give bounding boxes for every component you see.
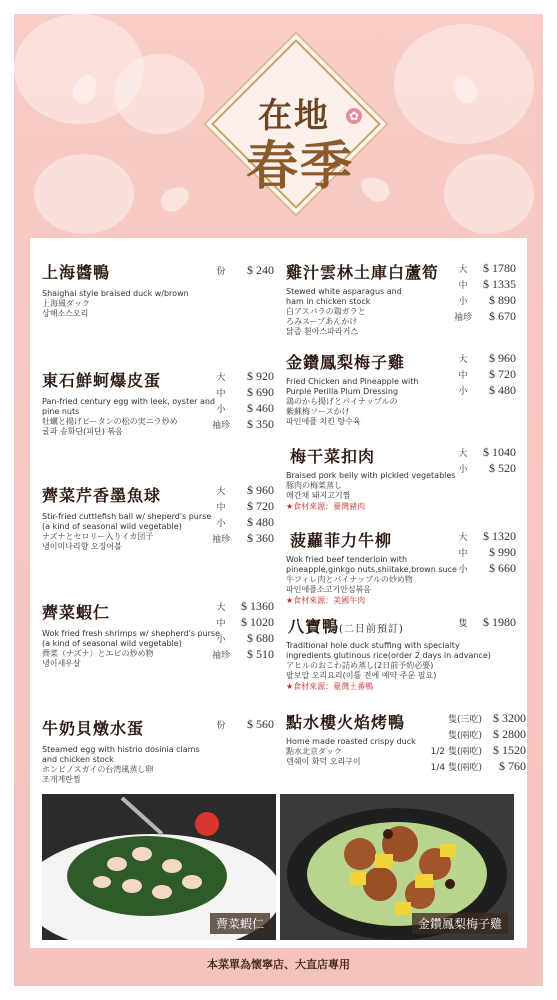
price-row [208, 598, 274, 614]
price-value: $ 480 [247, 514, 274, 529]
title-line2: 春季 [245, 136, 354, 197]
dish-desc-en: Stewed white asparagus and [286, 287, 402, 296]
dish-desc-en: Braised pork belly with pickled vegetables [286, 471, 456, 480]
price-size: 中 [216, 502, 226, 513]
price-row [408, 710, 526, 726]
dish-desc-jp: 薺菜（ナズナ）とエビの炒め物 [42, 649, 154, 658]
price-size: 大 [458, 264, 468, 275]
price-size: 小 [458, 564, 468, 575]
price-size: 1/2 隻(兩吃) [430, 746, 482, 757]
photo-caption: 金鑽鳳梨梅子雞 [412, 913, 508, 934]
dish-desc-kr: 파인애플 치킨 탕수육 [286, 417, 361, 426]
dish-name: 牛奶貝燉水蛋 [42, 719, 145, 738]
price-row [208, 716, 274, 732]
price-value: $ 1335 [483, 276, 516, 291]
dish-desc-jp: ナズナとセロリー入りイカ団子 [42, 532, 154, 541]
price-value: $ 960 [489, 350, 516, 365]
price-row [208, 646, 274, 662]
price-size: 小 [216, 404, 226, 415]
dish-name: 薺菜芹香墨魚球 [42, 486, 162, 505]
price-value: $ 960 [247, 482, 274, 497]
dish-photo-chicken [280, 794, 514, 940]
price-value: $ 920 [247, 368, 274, 383]
price-list [208, 716, 274, 732]
price-size: 大 [216, 372, 226, 383]
price-size: 小 [216, 518, 226, 529]
dish-name: 梅干菜扣肉 [290, 447, 376, 466]
price-row [450, 308, 516, 324]
dish-desc-jp: ろみスープあんかけ [286, 317, 358, 326]
dish-name: 薺菜蝦仁 [42, 603, 111, 622]
price-row [408, 726, 526, 742]
price-size: 份 [216, 266, 226, 277]
price-list [450, 350, 516, 398]
price-row [208, 384, 274, 400]
dish-desc-jp: アヒルのおこわ詰め蒸し(2日前予約必要) [286, 661, 434, 670]
menu-item [42, 716, 200, 785]
ingredient-source: ★食材來源：美國牛肉 [286, 596, 366, 605]
price-row [450, 614, 516, 630]
price-list [450, 444, 516, 476]
price-value: $ 690 [247, 384, 274, 399]
menu-panel [30, 238, 527, 948]
dish-desc-kr: 조개계란찜 [42, 775, 81, 784]
price-list [408, 710, 526, 774]
dish-desc-en: (a kind of seasonal wild vegetable) [42, 639, 182, 648]
price-value: $ 480 [489, 382, 516, 397]
price-value: $ 1980 [483, 614, 516, 629]
price-row [450, 444, 516, 460]
price-row [408, 758, 526, 774]
dish-desc-kr: 상해소스오리 [42, 309, 89, 318]
price-size: 隻 [458, 618, 468, 629]
dish-name: 點水樓火焰烤鴨 [286, 713, 406, 732]
dish-desc-en: Pan-fried century egg with leek, oyster and [42, 397, 216, 406]
price-value: $ 2800 [493, 726, 526, 741]
petal-decoration [157, 182, 194, 216]
price-row [208, 416, 274, 432]
dish-desc-en: pineapple,ginkgo nuts,shiitake,brown suce [286, 565, 457, 574]
dish-name: 雞汁雲林土庫白蘆筍 [286, 263, 440, 282]
dish-desc-en: (a kind of seasonal wild vegetable) [42, 522, 182, 531]
ingredient-source: ★食材來源：臺灣土番鴨 [286, 682, 374, 691]
price-value: $ 990 [489, 544, 516, 559]
dish-desc-en: pine nuts [42, 407, 80, 416]
menu-item [42, 483, 211, 552]
dish-name: 菠蘿菲力牛柳 [290, 531, 393, 550]
price-size: 小 [458, 464, 468, 475]
price-size: 大 [216, 602, 226, 613]
price-value: $ 1520 [493, 742, 526, 757]
price-row [208, 514, 274, 530]
dish-name-text: 八寶鴨 [288, 617, 340, 636]
dish-desc-kr: 냉이미나리향 오징어볼 [42, 542, 122, 551]
price-size: 袖珍 [211, 650, 230, 661]
price-value: $ 560 [247, 716, 274, 731]
dish-desc-jp: 牡蠣と揚げピータンの松の実ニラ炒め [42, 417, 178, 426]
blossom-decoration [444, 154, 534, 234]
price-value: $ 240 [247, 262, 274, 277]
price-value: $ 660 [489, 560, 516, 575]
price-row [450, 276, 516, 292]
price-row [450, 350, 516, 366]
price-row [450, 366, 516, 382]
price-row [450, 560, 516, 576]
price-size: 大 [458, 354, 468, 365]
dish-desc-en: Fried Chicken and Pineapple with [286, 377, 419, 386]
price-value: $ 460 [247, 400, 274, 415]
dish-desc-jp: 上海風ダック [42, 299, 90, 308]
dish-desc-kr: 굴과 송화단(피단) 볶음 [42, 427, 123, 436]
flower-icon: ✿ [346, 108, 362, 124]
price-value: $ 1780 [483, 260, 516, 275]
menu-item [286, 528, 457, 607]
price-row [450, 460, 516, 476]
price-size: 中 [216, 388, 226, 399]
blossom-decoration [34, 154, 134, 234]
price-row [208, 614, 274, 630]
header-emblem [214, 42, 374, 202]
price-row [208, 262, 274, 278]
price-row [208, 400, 274, 416]
footer-note: 本菜單為懷寧店、大直店專用 [207, 958, 350, 971]
price-row [208, 368, 274, 384]
price-size: 份 [216, 720, 226, 731]
price-value: $ 520 [489, 460, 516, 475]
dish-photo-shrimp [42, 794, 276, 940]
dish-desc-en: Wok fried beef tenderloin with [286, 555, 408, 564]
price-list [450, 260, 516, 324]
price-value: $ 1360 [241, 598, 274, 613]
dish-desc-en: Steamed egg with histrio dosinia clams [42, 745, 200, 754]
menu-item [42, 600, 220, 669]
menu-item [42, 368, 215, 437]
price-row [450, 382, 516, 398]
dish-desc-en: Purple Perilla Plum Dressing [286, 387, 399, 396]
price-size: 隻(三吃) [447, 714, 482, 725]
price-size: 袖珍 [453, 312, 472, 323]
price-size: 中 [216, 618, 226, 629]
price-value: $ 890 [489, 292, 516, 307]
price-row [450, 292, 516, 308]
price-list [208, 368, 274, 432]
dish-desc-en: Stir-fried cuttlefish ball w/ sheperd's purse [42, 512, 212, 521]
price-size: 袖珍 [211, 420, 230, 431]
price-list [450, 614, 516, 630]
dish-note: (二日前預訂) [339, 624, 404, 635]
price-size: 中 [458, 370, 468, 381]
dish-name: 上海醬鴨 [42, 263, 111, 282]
menu-item [42, 260, 189, 319]
price-size: 小 [216, 634, 226, 645]
price-value: $ 1020 [241, 614, 274, 629]
dish-desc-kr: 냉이새우살 [42, 659, 81, 668]
dish-desc-jp: 點水北京ダック [286, 747, 342, 756]
dish-desc-jp: 鶏のから揚げとパイナップルの [286, 397, 398, 406]
price-size: 隻(兩吃) [447, 730, 482, 741]
dish-desc-en: ingredients glutinous rice(order 2 days in advance) [286, 651, 491, 660]
blossom-decoration [114, 54, 204, 134]
price-size: 小 [458, 386, 468, 397]
price-row [208, 530, 274, 546]
dish-desc-kr: 매간채 돼지고기찜 [286, 491, 351, 500]
price-size: 袖珍 [211, 534, 230, 545]
dish-desc-jp: 紫蘇梅ソースかけ [286, 407, 350, 416]
price-list [208, 482, 274, 546]
dish-desc-en: and chicken stock [42, 755, 114, 764]
dish-desc-en: Home made roasted crispy duck [286, 737, 416, 746]
price-value: $ 350 [247, 416, 274, 431]
menu-item [286, 444, 455, 513]
dish-desc-en: Shaighai style braised duck w/brown [42, 289, 189, 298]
price-list [208, 598, 274, 662]
price-row [208, 482, 274, 498]
price-size: 中 [458, 280, 468, 291]
price-size: 大 [458, 532, 468, 543]
price-value: $ 760 [499, 758, 526, 773]
price-value: $ 1320 [483, 528, 516, 543]
dish-desc-jp: 牛フィレ肉とパイナップルの炒め物 [286, 575, 413, 584]
dish-desc-jp: ホンビノスガイの台湾風蒸し卵 [42, 765, 154, 774]
dish-desc-kr: 팔보압 오리요리(이틀 전에 예약 주문 필요) [286, 671, 437, 680]
price-value: $ 680 [247, 630, 274, 645]
dish-desc-kr: 닭즙 흰아스파라거스 [286, 327, 359, 336]
dish-name: 金鑽鳳梨梅子雞 [286, 353, 406, 372]
price-size: 小 [458, 296, 468, 307]
dish-desc-kr: 파인애플소고기안심볶음 [286, 585, 372, 594]
price-value: $ 3200 [493, 710, 526, 725]
price-size: 大 [458, 448, 468, 459]
menu-item [286, 710, 416, 767]
price-value: $ 720 [247, 498, 274, 513]
price-size: 大 [216, 486, 226, 497]
price-value: $ 1040 [483, 444, 516, 459]
ingredient-source: ★食材來源：臺灣豬肉 [286, 502, 366, 511]
price-value: $ 720 [489, 366, 516, 381]
price-row [208, 498, 274, 514]
price-row [450, 260, 516, 276]
price-value: $ 670 [489, 308, 516, 323]
dish-desc-kr: 덴쉐이 화덕 오리구이 [286, 757, 361, 766]
menu-item [286, 350, 418, 427]
price-row [208, 630, 274, 646]
price-row [450, 528, 516, 544]
price-list [450, 528, 516, 576]
price-list [208, 262, 274, 278]
price-value: $ 510 [247, 646, 274, 661]
price-size: 1/4 隻(兩吃) [430, 762, 482, 773]
photo-caption: 薺菜蝦仁 [210, 913, 270, 934]
menu-item [286, 260, 439, 337]
price-value: $ 360 [247, 530, 274, 545]
dish-desc-jp: 白アスパラの鶏ガラと [286, 307, 366, 316]
dish-desc-en: Wok fried fresh shrimps w/ shepherd's purse [42, 629, 221, 638]
price-row [408, 742, 526, 758]
dish-desc-en: Traditional hole duck stuffing with specialty [286, 641, 460, 650]
price-row [450, 544, 516, 560]
dish-desc-en: ham in chicken stock [286, 297, 371, 306]
title-line1: 在地 [258, 96, 330, 136]
dish-name: 東石鮮蚵爆皮蛋 [42, 371, 162, 390]
dish-desc-jp: 豚肉の梅菜蒸し [286, 481, 342, 490]
price-size: 中 [458, 548, 468, 559]
